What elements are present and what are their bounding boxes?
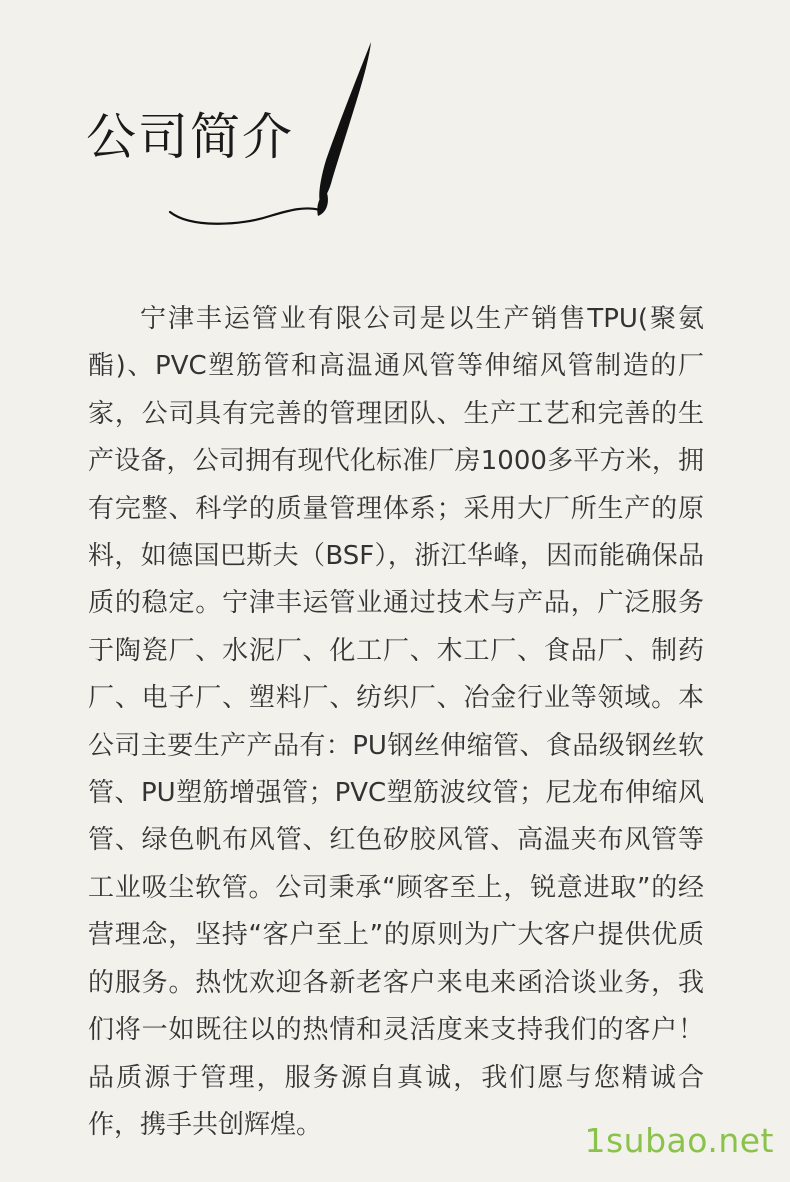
calligraphy-brush-icon	[160, 30, 390, 230]
watermark: 1subao.net	[584, 1121, 774, 1160]
page-title: 公司简介	[86, 108, 294, 166]
company-intro-text: 宁津丰运管业有限公司是以生产销售TPU(聚氨酯)、PVC塑筋管和高温通风管等伸缩风管制造的厂家，公司具有完善的管理团队、生产工艺和完善的生产设备，公司拥有现代化标准厂房1000多平方米，拥有完整、科学的质量管理体系；采用大厂所生产的原料，如德国巴斯夫（BSF），浙江华峰，因而能确保品质的稳定。宁津丰运管业通过技术与产品，广泛服务于陶瓷厂、水泥厂、化工厂、木工厂、食品厂、制药厂、电子厂、塑料厂、纺织厂、冶金行业等领域。本公司主要生产产品有：PU钢丝伸缩管、食品级钢丝软管、PU塑筋增强管；PVC塑筋波纹管；尼龙布伸缩风管、绿色帆布风管、红色矽胶风管、高温夹布风管等工业吸尘软管。公司秉承“顾客至上，锐意进取”的经营理念，坚持“客户至上”的原则为广大客户提供优质的服务。热忱欢迎各新老客户来电来函洽谈业务，我们将一如既往以的热情和灵活度来支持我们的客户！品质源于管理，服务源自真诚，我们愿与您精诚合作，携手共创辉煌。	[88, 304, 704, 1140]
